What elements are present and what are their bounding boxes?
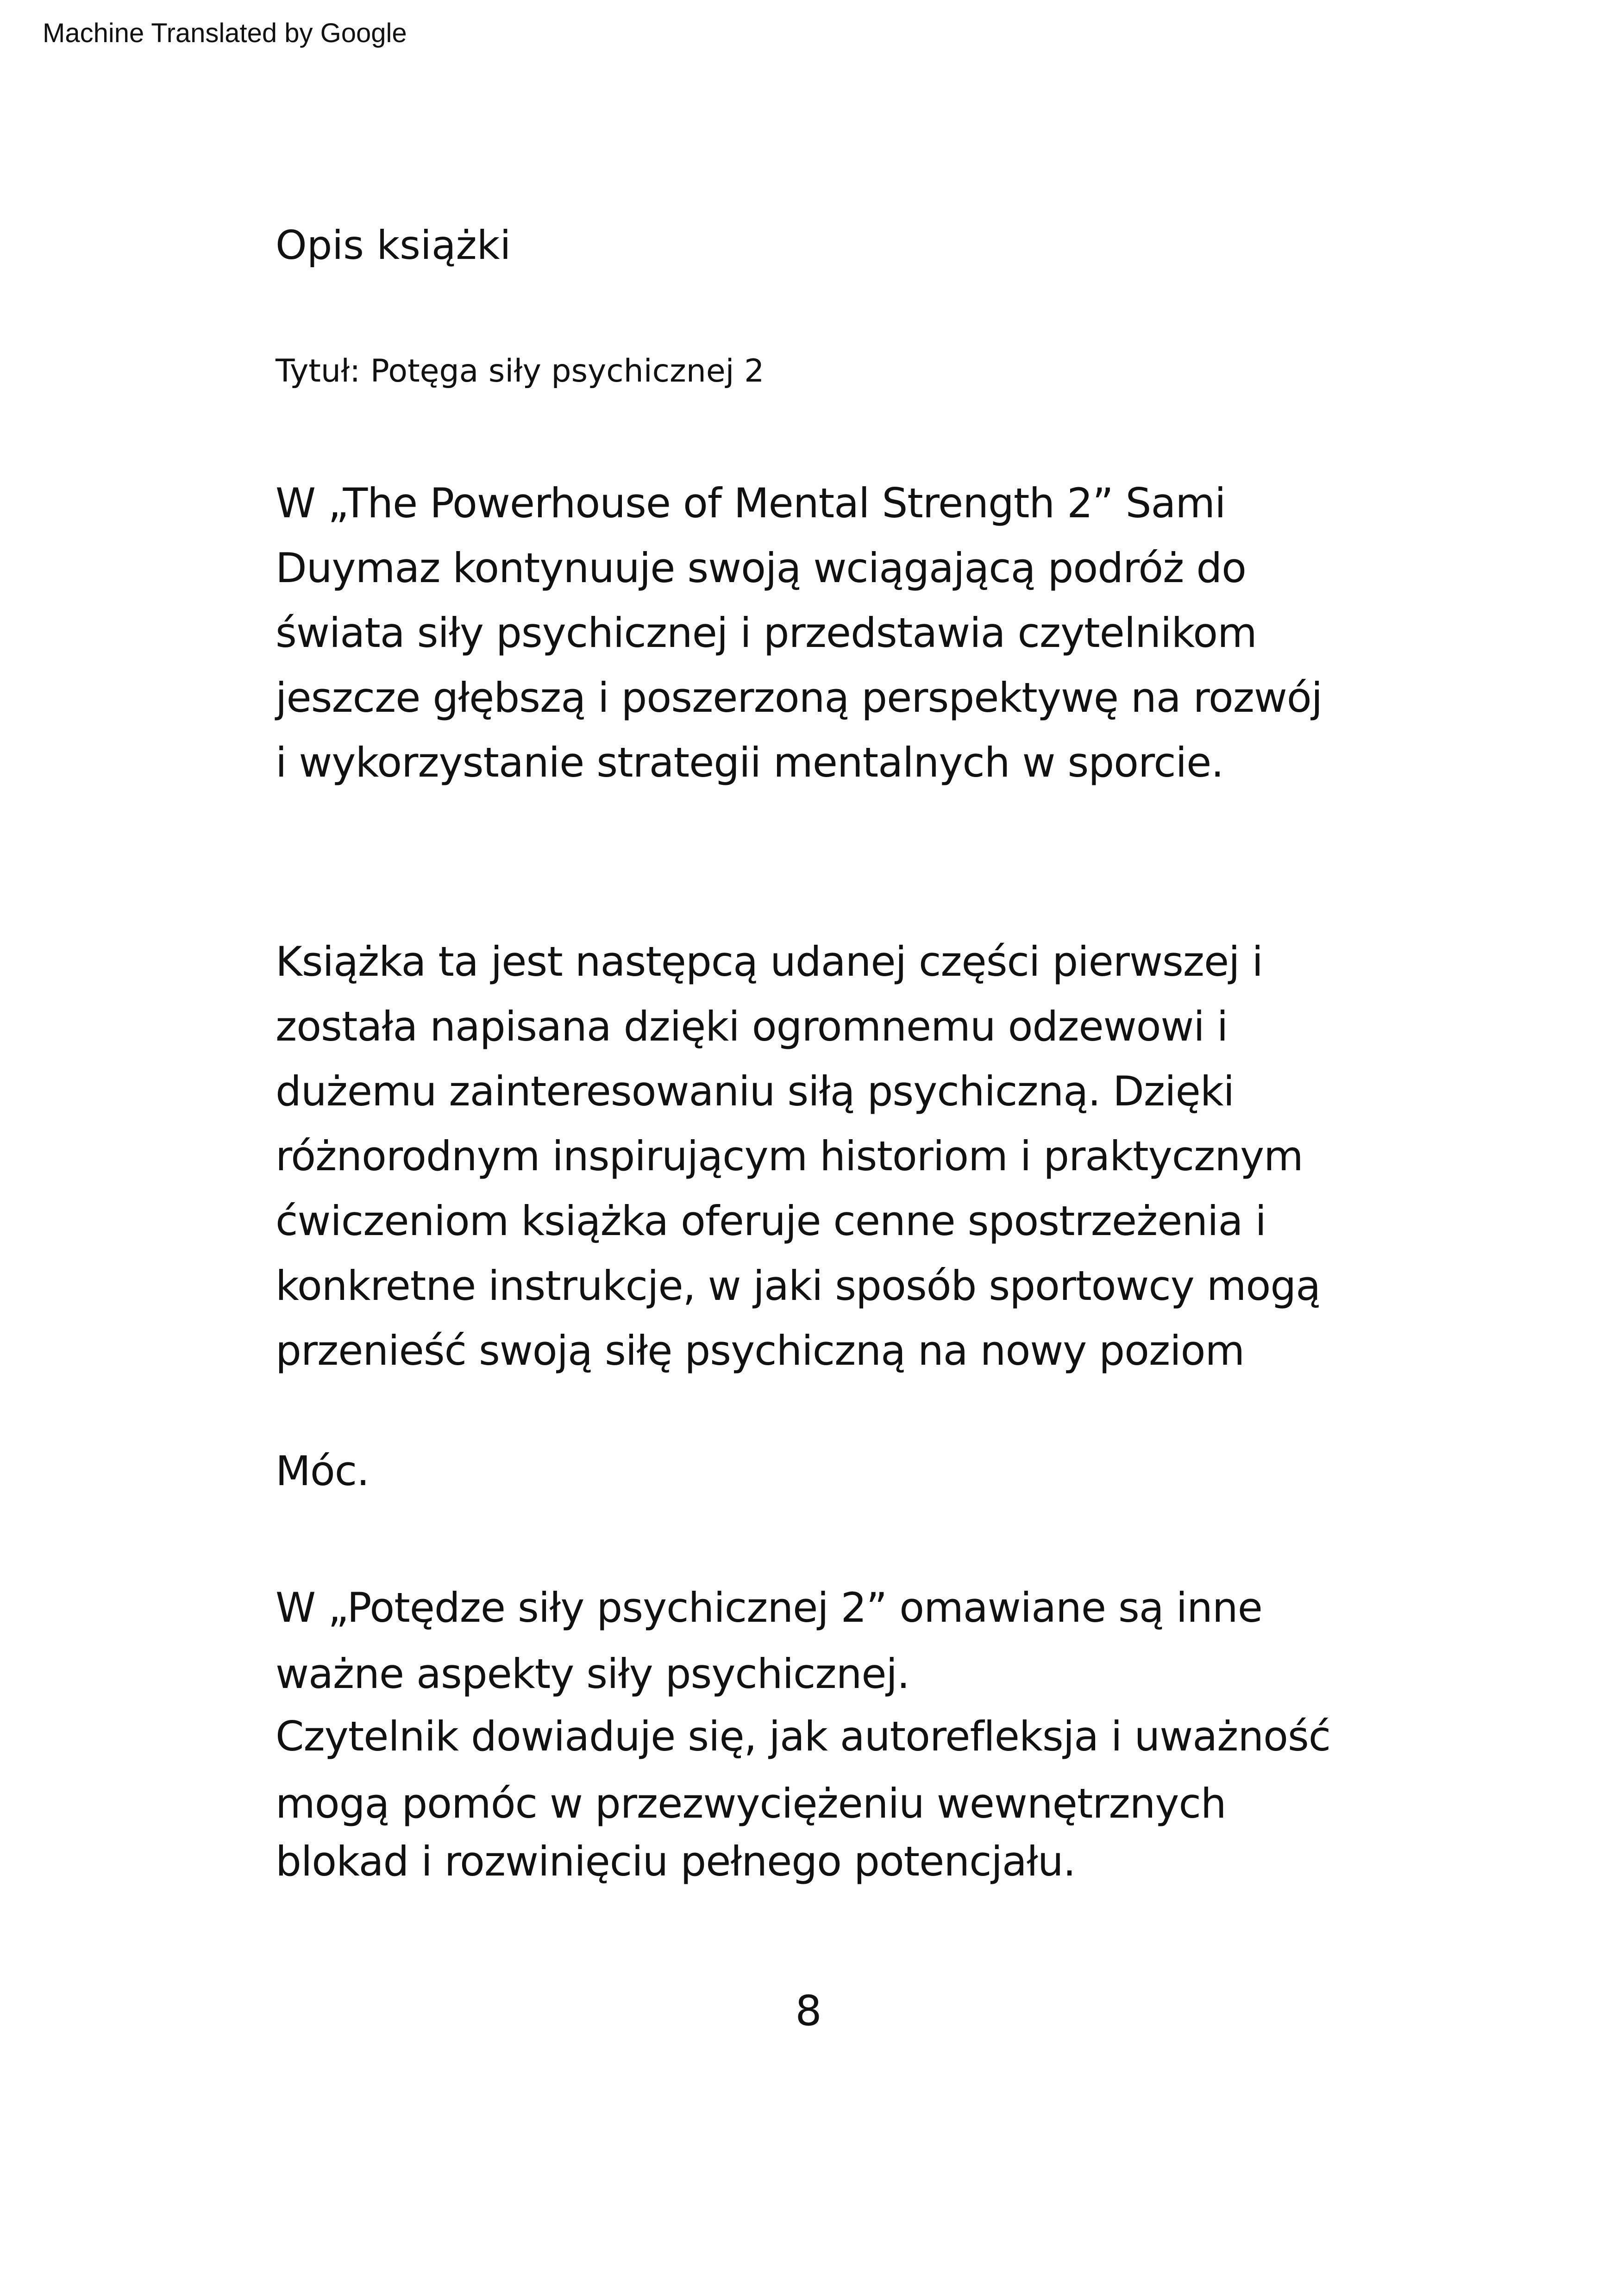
paragraph-2-line-1: Książka ta jest następcą udanej części pierwszej i — [276, 938, 1263, 985]
page-heading: Opis książki — [276, 222, 511, 269]
paragraph-3-line-5: blokad i rozwinięciu pełnego potencjału. — [276, 1838, 1076, 1885]
paragraph-3-line-1: W „Potędze siły psychicznej 2” omawiane są inne — [276, 1584, 1262, 1631]
paragraph-1-line-4: jeszcze głębszą i poszerzoną perspektywę na rozwój — [276, 674, 1322, 721]
paragraph-2-line-7: przenieść swoją siłę psychiczną na nowy poziom — [276, 1327, 1245, 1374]
paragraph-3-line-3: Czytelnik dowiaduje się, jak autorefleksja i uważność — [276, 1713, 1331, 1760]
paragraph-1-line-1: W „The Powerhouse of Mental Strength 2” Sami — [276, 479, 1226, 527]
paragraph-1-line-3: świata siły psychicznej i przedstawia czytelnikom — [276, 609, 1257, 657]
paragraph-3-line-2: ważne aspekty siły psychicznej. — [276, 1650, 909, 1698]
book-title-line: Tytuł: Potęga siły psychicznej 2 — [276, 353, 765, 389]
paragraph-2-line-4: różnorodnym inspirującym historiom i praktycznym — [276, 1132, 1303, 1180]
paragraph-2-line-6: konkretne instrukcje, w jaki sposób sportowcy mogą — [276, 1262, 1321, 1310]
machine-translation-banner: Machine Translated by Google — [43, 18, 407, 48]
paragraph-1-line-5: i wykorzystanie strategii mentalnych w sporcie. — [276, 739, 1224, 786]
paragraph-3-line-4: mogą pomóc w przezwyciężeniu wewnętrznych — [276, 1780, 1226, 1827]
paragraph-2-line-5: ćwiczeniom książka oferuje cenne spostrzeżenia i — [276, 1197, 1266, 1245]
paragraph-2-line-2: została napisana dzięki ogromnemu odzewowi i — [276, 1003, 1228, 1050]
paragraph-1-line-2: Duymaz kontynuuje swoją wciągającą podróż do — [276, 544, 1247, 592]
paragraph-2-tail: Móc. — [276, 1447, 370, 1495]
page-number: 8 — [795, 1987, 822, 2035]
paragraph-2-line-3: dużemu zainteresowaniu siłą psychiczną. Dzięki — [276, 1067, 1235, 1115]
